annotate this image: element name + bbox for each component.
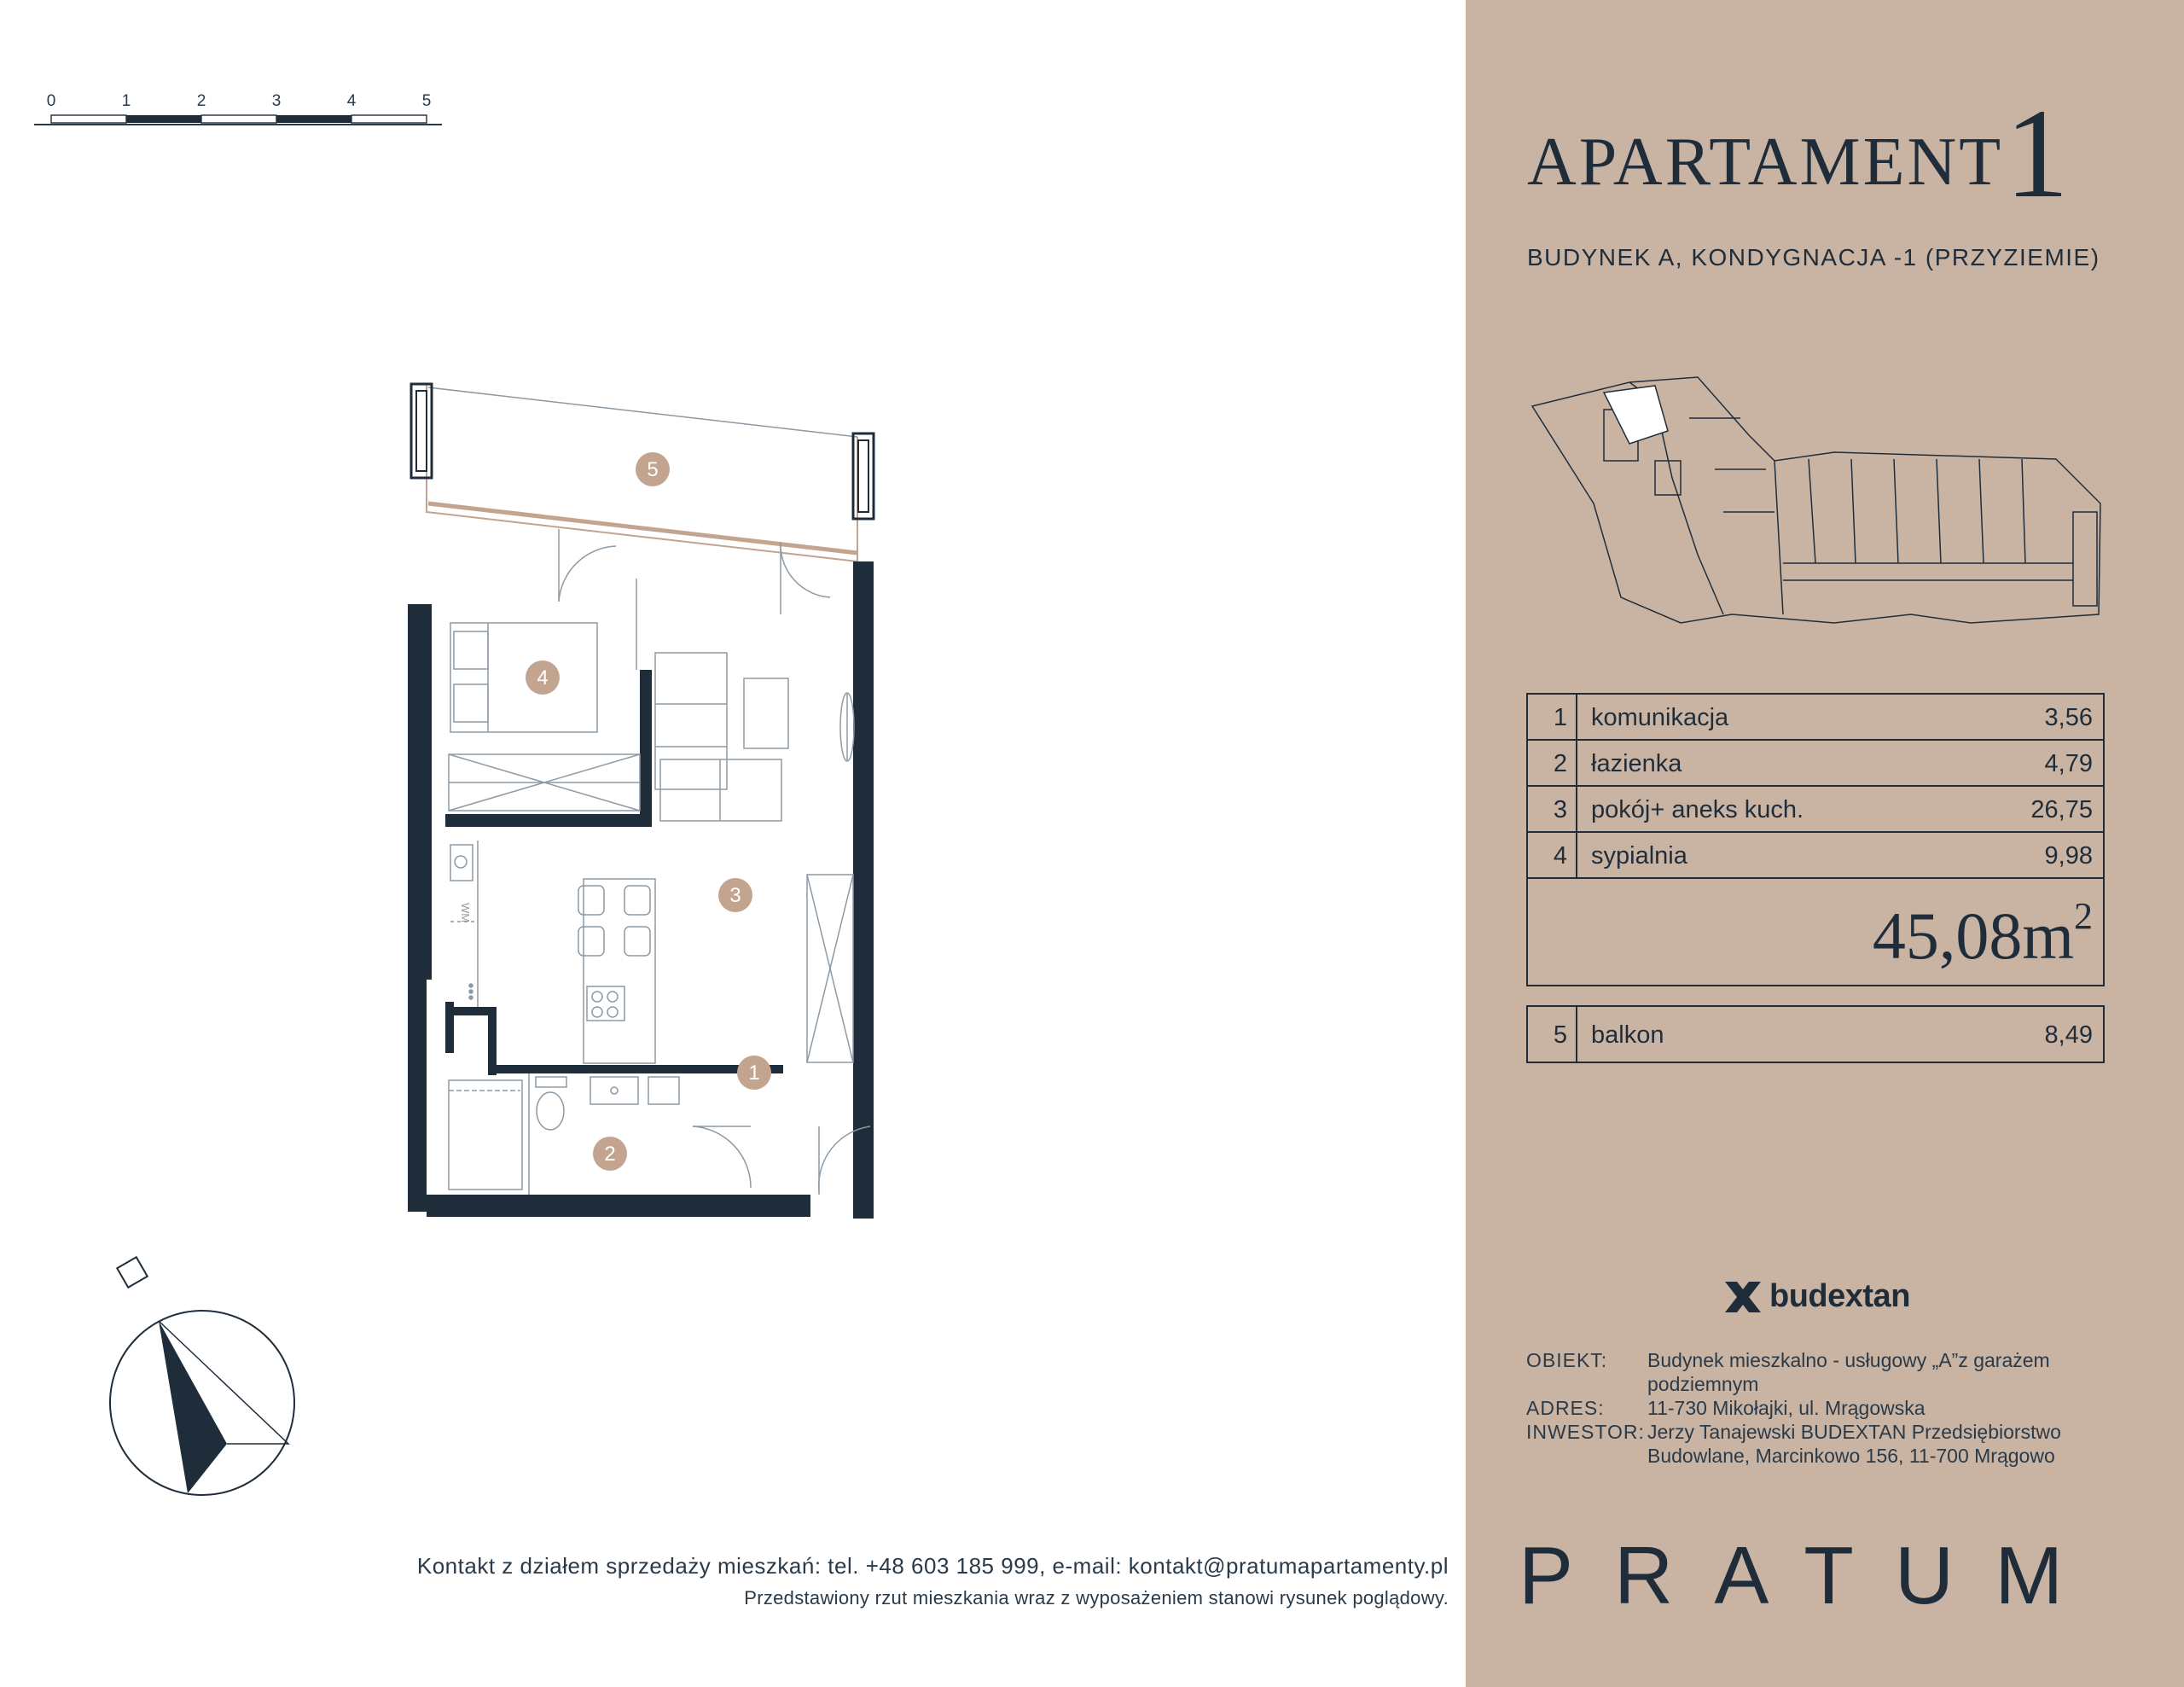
apartment-number: 1: [2005, 83, 2069, 224]
contact-info: Kontakt z działem sprzedaży mieszkań: tel. +48 603 185 999, e-mail: kontakt@pratumapartamenty.pl: [416, 1553, 1449, 1579]
rooms-table: [1526, 693, 2105, 986]
room-row: [1526, 785, 2105, 831]
room-area: 26,75: [2030, 796, 2093, 823]
apartment-subtitle: BUDYNEK A, KONDYGNACJA -1 (PRZYZIEMIE): [1527, 244, 2100, 271]
scale-label-5: 5: [421, 92, 432, 110]
balcony-area: 8,49: [2044, 1021, 2093, 1049]
room-area: 3,56: [2044, 704, 2093, 731]
kitchen-island: [578, 879, 655, 1063]
total-area: $45,08m^2$: [1872, 895, 2093, 973]
room-number: 4: [1528, 833, 1577, 877]
room-area: 4,79: [2044, 750, 2093, 777]
room-name: łazienka: [1591, 750, 1682, 777]
info-adres-value: 11-730 Mikołajki, ul. Mrągowska: [1647, 1397, 1926, 1419]
interior-lines: [529, 529, 870, 1195]
building-key-plan: [1527, 367, 2107, 631]
room-number: 2: [1528, 741, 1577, 785]
washing-machine-label: WM: [459, 903, 472, 923]
balcony-row: [1526, 1005, 2105, 1063]
balcony-name: balkon: [1591, 1021, 1664, 1049]
room-number: 3: [1528, 787, 1577, 831]
brand-logo: PRATUM: [1519, 1530, 2105, 1621]
bathroom-fixtures: [449, 1077, 679, 1190]
room-name: pokój+ aneks kuch.: [1591, 796, 1804, 823]
room-area: 9,98: [2044, 842, 2093, 870]
svg-text:2: 2: [604, 1143, 616, 1166]
room-row: [1526, 831, 2105, 877]
bedroom-furniture: [449, 623, 640, 811]
apartment-title: APARTAMENT: [1527, 125, 2004, 200]
svg-text:5: 5: [647, 458, 659, 481]
room-badge-2: [593, 1137, 627, 1171]
scale-label-3: 3: [271, 92, 282, 110]
room-badge-5: [636, 452, 670, 486]
budextan-x-icon: [1723, 1280, 1763, 1314]
kitchen-counter: [450, 841, 478, 1007]
floor-plan: [392, 375, 896, 1220]
scale-bar-graphic: [34, 102, 444, 128]
scale-label-4: 4: [346, 92, 357, 110]
scale-label-0: 0: [46, 92, 56, 110]
balcony-table: [1526, 1005, 2105, 1063]
developer-logo: [1723, 1278, 1910, 1315]
highlighted-apartment: [1604, 386, 1668, 444]
svg-text:1: 1: [748, 1062, 760, 1085]
room-row: [1526, 693, 2105, 739]
info-adres-label: ADRES:: [1526, 1397, 1605, 1419]
disclaimer: Przedstawiony rzut mieszkania wraz z wyposażeniem stanowi rysunek poglądowy.: [744, 1587, 1449, 1608]
info-inwestor-label: INWESTOR:: [1526, 1421, 1645, 1443]
svg-text:4: 4: [537, 666, 549, 689]
balcony-number: 5: [1528, 1007, 1577, 1062]
scale-label-2: 2: [196, 92, 206, 110]
total-area-box: [1526, 877, 2105, 986]
room-badge-1: [737, 1056, 771, 1090]
room-badge-4: [526, 660, 560, 695]
room-name: komunikacja: [1591, 704, 1729, 731]
scale-label-1: 1: [121, 92, 131, 110]
room-row: [1526, 739, 2105, 785]
info-inwestor-value: Jerzy Tanajewski BUDEXTAN Przedsiębiorstwo Budowlane, Marcinkowo 156, 11-700 Mrągowo: [1647, 1421, 2061, 1467]
room-badge-3: [718, 878, 752, 912]
compass-icon: [102, 1246, 307, 1502]
svg-text:3: 3: [729, 884, 741, 907]
developer-name: budextan: [1769, 1278, 1910, 1314]
info-obiekt-label: OBIEKT:: [1526, 1349, 1608, 1371]
living-furniture: [655, 653, 854, 1062]
project-info: [1526, 1348, 2108, 1468]
info-obiekt-value: Budynek mieszkalno - usługowy „A”z garażem podziemnym: [1647, 1349, 2050, 1395]
room-name: sypialnia: [1591, 842, 1687, 870]
room-number: 1: [1528, 695, 1577, 739]
